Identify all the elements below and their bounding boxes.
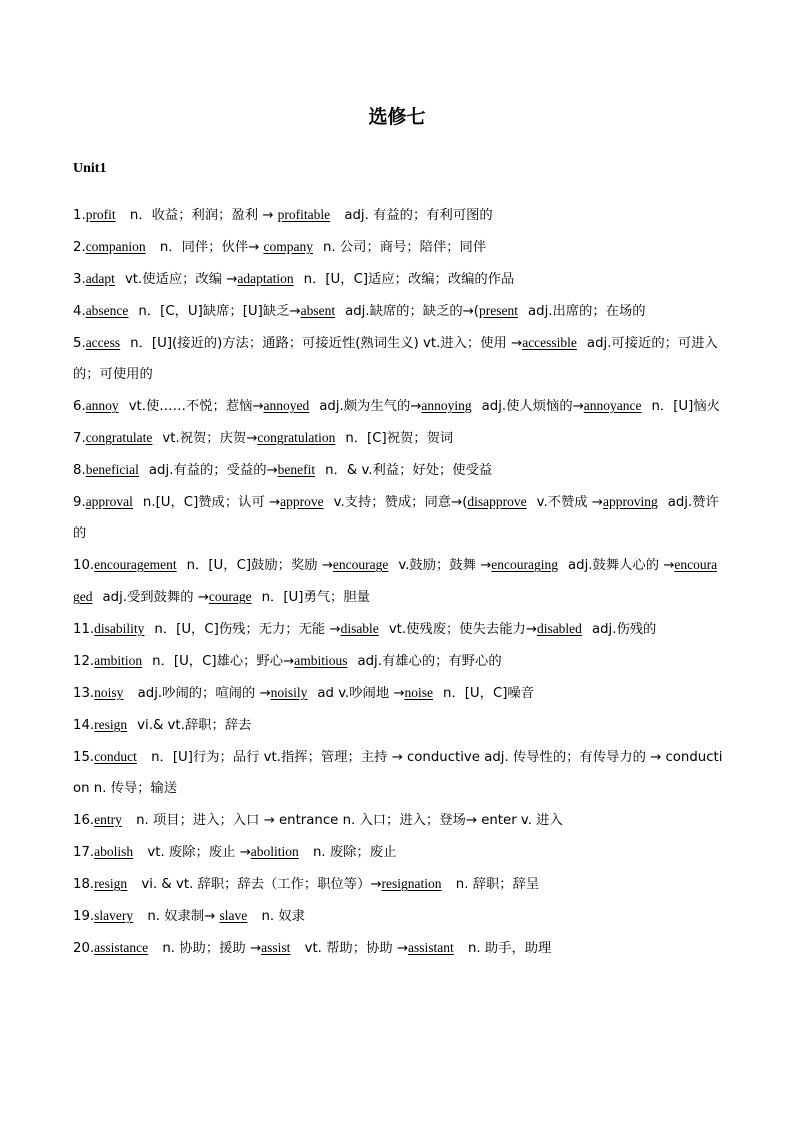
- entry-text: 7.: [73, 431, 86, 446]
- vocab-entry: [73, 295, 723, 327]
- blank-answer: disabled: [536, 621, 582, 636]
- entry-text: vt. 废除；废止 →: [143, 845, 251, 860]
- entry-text: adj.颇为生气的→: [319, 399, 422, 414]
- entry-text: 17.: [73, 845, 95, 860]
- entry-text: adj.有雄心的；有野心的: [357, 654, 502, 669]
- entry-text: n．收益；利润；盈利 →: [125, 208, 278, 223]
- entry-text: v.不赞成 →: [536, 495, 603, 510]
- entry-text: vt.使适应；改编 →: [124, 272, 238, 287]
- blank-answer: encouraged: [73, 557, 718, 604]
- entry-text: vt.使残废；使失去能力→: [388, 622, 537, 637]
- vocab-entry: [73, 645, 723, 677]
- entry-text: n．[U，C]鼓励；奖励 →: [186, 558, 333, 573]
- blank-answer: congratulation: [257, 430, 336, 445]
- entry-text: 15.: [73, 750, 95, 765]
- blank-answer: ambition: [94, 653, 143, 668]
- blank-answer: slavery: [94, 908, 134, 923]
- entry-text: n．[U，C]伤残；无力；无能 →: [154, 622, 341, 637]
- blank-answer: profitable: [277, 207, 331, 222]
- vocab-entry: [73, 677, 723, 709]
- entry-text: v.鼓励；鼓舞 →: [398, 558, 492, 573]
- blank-answer: ambitious: [294, 653, 348, 668]
- entry-text: 6.: [73, 399, 86, 414]
- entry-text: v.支持；赞成；同意→(: [333, 495, 468, 510]
- entry-text: n．[C，U]缺席；[U]缺乏→: [138, 304, 301, 319]
- vocab-entry: [73, 868, 723, 900]
- entry-text: n．同伴；伙伴→: [155, 240, 264, 255]
- entry-text: 18.: [73, 877, 95, 892]
- entry-text: n. 项目；进入；入口 → entrance n. 入口；进入；登场→ enter v. 进入: [131, 813, 563, 828]
- entry-text: adj.使人烦恼的→: [481, 399, 584, 414]
- blank-answer: noisily: [270, 685, 308, 700]
- vocab-entry: [73, 613, 723, 645]
- vocab-entry: [73, 199, 723, 231]
- blank-answer: annoy: [85, 398, 119, 413]
- entry-text: n．[U]勇气；胆量: [261, 590, 370, 605]
- blank-answer: annoying: [421, 398, 472, 413]
- entry-text: vi.& vt.辞职；辞去: [137, 718, 252, 733]
- entry-text: n．[U，C]适应；改编；改编的作品: [303, 272, 515, 287]
- entry-text: 19.: [73, 909, 95, 924]
- blank-answer: abolish: [94, 844, 134, 859]
- entry-text: n. 奴隶: [257, 909, 305, 924]
- blank-answer: disable: [340, 621, 379, 636]
- blank-answer: benefit: [277, 462, 316, 477]
- entry-text: 10.: [73, 558, 95, 573]
- blank-answer: absent: [300, 303, 336, 318]
- entry-text: vt.使……不悦；惹恼→: [128, 399, 264, 414]
- vocab-entry: [73, 741, 723, 804]
- entry-text: adj.吵闹的；喧闹的 →: [133, 686, 271, 701]
- entry-text: 3.: [73, 272, 86, 287]
- vocab-entry: [73, 709, 723, 741]
- blank-answer: beneficial: [85, 462, 139, 477]
- vocab-entry: [73, 263, 723, 295]
- blank-answer: approve: [280, 494, 324, 509]
- entry-text: n. 奴隶制→: [143, 909, 220, 924]
- entry-text: 9.: [73, 495, 86, 510]
- entry-text: adj. 有益的；有利可图的: [340, 208, 493, 223]
- entry-text: 8.: [73, 463, 86, 478]
- blank-answer: present: [479, 303, 518, 318]
- entry-text: ad v.吵闹地 →: [317, 686, 405, 701]
- entry-text: n．[U]行为；品行 vt.指挥；管理；主持 → conductive adj. 传导性的；有传导力的 → conduction n. 传导；输送: [73, 750, 723, 796]
- blank-answer: assist: [261, 940, 291, 955]
- vocab-entry: [73, 804, 723, 836]
- blank-answer: access: [85, 335, 121, 350]
- blank-answer: conduct: [94, 749, 137, 764]
- vocab-entry: [73, 900, 723, 932]
- entry-text: n．[U](接近的)方法；通路；可接近性(熟词生义) vt.进入；使用 →: [130, 336, 523, 351]
- entry-text: vt.祝贺；庆贺→: [162, 431, 258, 446]
- blank-answer: resign: [94, 876, 128, 891]
- blank-answer: company: [263, 239, 313, 254]
- blank-answer: resign: [94, 717, 128, 732]
- entry-text: vi. & vt. 辞职；辞去（工作；职位等）→: [137, 877, 382, 892]
- entry-text: n．[C]祝贺；贺词: [345, 431, 454, 446]
- vocab-entry: [73, 422, 723, 454]
- entry-text: adj.有益的；受益的→: [148, 463, 278, 478]
- entry-text: n. 辞职；辞呈: [451, 877, 540, 892]
- entry-text: 12.: [73, 654, 95, 669]
- blank-answer: approving: [602, 494, 658, 509]
- entry-text: n. 废除；废止: [308, 845, 397, 860]
- blank-answer: abolition: [250, 844, 299, 859]
- blank-answer: congratulate: [85, 430, 153, 445]
- blank-answer: accessible: [522, 335, 577, 350]
- vocab-entry: [73, 486, 723, 549]
- entry-text: n．& v.利益；好处；使受益: [325, 463, 493, 478]
- vocab-entry: [73, 836, 723, 868]
- entry-text: adj.伤残的: [591, 622, 657, 637]
- entry-text: n．[U]恼火: [651, 399, 720, 414]
- entry-text: 13.: [73, 686, 95, 701]
- blank-answer: disapprove: [467, 494, 527, 509]
- entry-text: adj.赞许的: [73, 495, 719, 541]
- blank-answer: disability: [94, 621, 145, 636]
- entry-text: 4.: [73, 304, 86, 319]
- entry-text: 16.: [73, 813, 95, 828]
- entry-text: adj.可接近的；可进入的；可使用的: [73, 336, 718, 382]
- blank-answer: assistance: [94, 940, 149, 955]
- blank-answer: encourage: [332, 557, 389, 572]
- entry-text: 14.: [73, 718, 95, 733]
- blank-answer: adapt: [85, 271, 115, 286]
- blank-answer: courage: [208, 589, 252, 604]
- entry-text: adj.鼓舞人心的 →: [568, 558, 675, 573]
- blank-answer: slave: [219, 908, 248, 923]
- entry-text: n. 协助；援助 →: [158, 941, 262, 956]
- entry-text: n. 助手，助理: [463, 941, 552, 956]
- entry-text: adj.出席的；在场的: [527, 304, 646, 319]
- blank-answer: noise: [404, 685, 434, 700]
- blank-answer: encouraging: [491, 557, 559, 572]
- entry-text: 11.: [73, 622, 95, 637]
- entry-text: 2.: [73, 240, 86, 255]
- vocab-entry: [73, 932, 723, 964]
- blank-answer: approval: [85, 494, 133, 509]
- blank-answer: absence: [85, 303, 129, 318]
- unit-heading: Unit1: [73, 161, 107, 176]
- entry-text: n．[U，C]雄心；野心→: [152, 654, 295, 669]
- blank-answer: annoyed: [263, 398, 310, 413]
- blank-answer: adaptation: [237, 271, 294, 286]
- entry-text: 1.: [73, 208, 86, 223]
- vocab-entry: [73, 390, 723, 422]
- blank-answer: companion: [85, 239, 146, 254]
- vocab-entry: [73, 231, 723, 263]
- entry-text: n.[U，C]赞成；认可 →: [142, 495, 281, 510]
- vocab-entry: [73, 549, 723, 613]
- vocab-entry: [73, 327, 723, 390]
- blank-answer: noisy: [94, 685, 124, 700]
- blank-answer: resignation: [381, 876, 442, 891]
- entry-text: n. 公司；商号；陪伴；同伴: [323, 240, 487, 255]
- entry-text: adj.缺席的；缺乏的→(: [345, 304, 479, 319]
- blank-answer: encouragement: [94, 557, 177, 572]
- blank-answer: entry: [94, 812, 122, 827]
- vocabulary-list: [73, 199, 723, 964]
- blank-answer: annoyance: [583, 398, 642, 413]
- entry-text: 5.: [73, 336, 86, 351]
- entry-text: adj.受到鼓舞的 →: [102, 590, 209, 605]
- entry-text: vt. 帮助；协助 →: [300, 941, 408, 956]
- entry-text: 20.: [73, 941, 95, 956]
- entry-text: n．[U，C]噪音: [443, 686, 535, 701]
- blank-answer: assistant: [408, 940, 454, 955]
- page-title: 选修七: [368, 106, 426, 128]
- vocab-entry: [73, 454, 723, 486]
- blank-answer: profit: [85, 207, 116, 222]
